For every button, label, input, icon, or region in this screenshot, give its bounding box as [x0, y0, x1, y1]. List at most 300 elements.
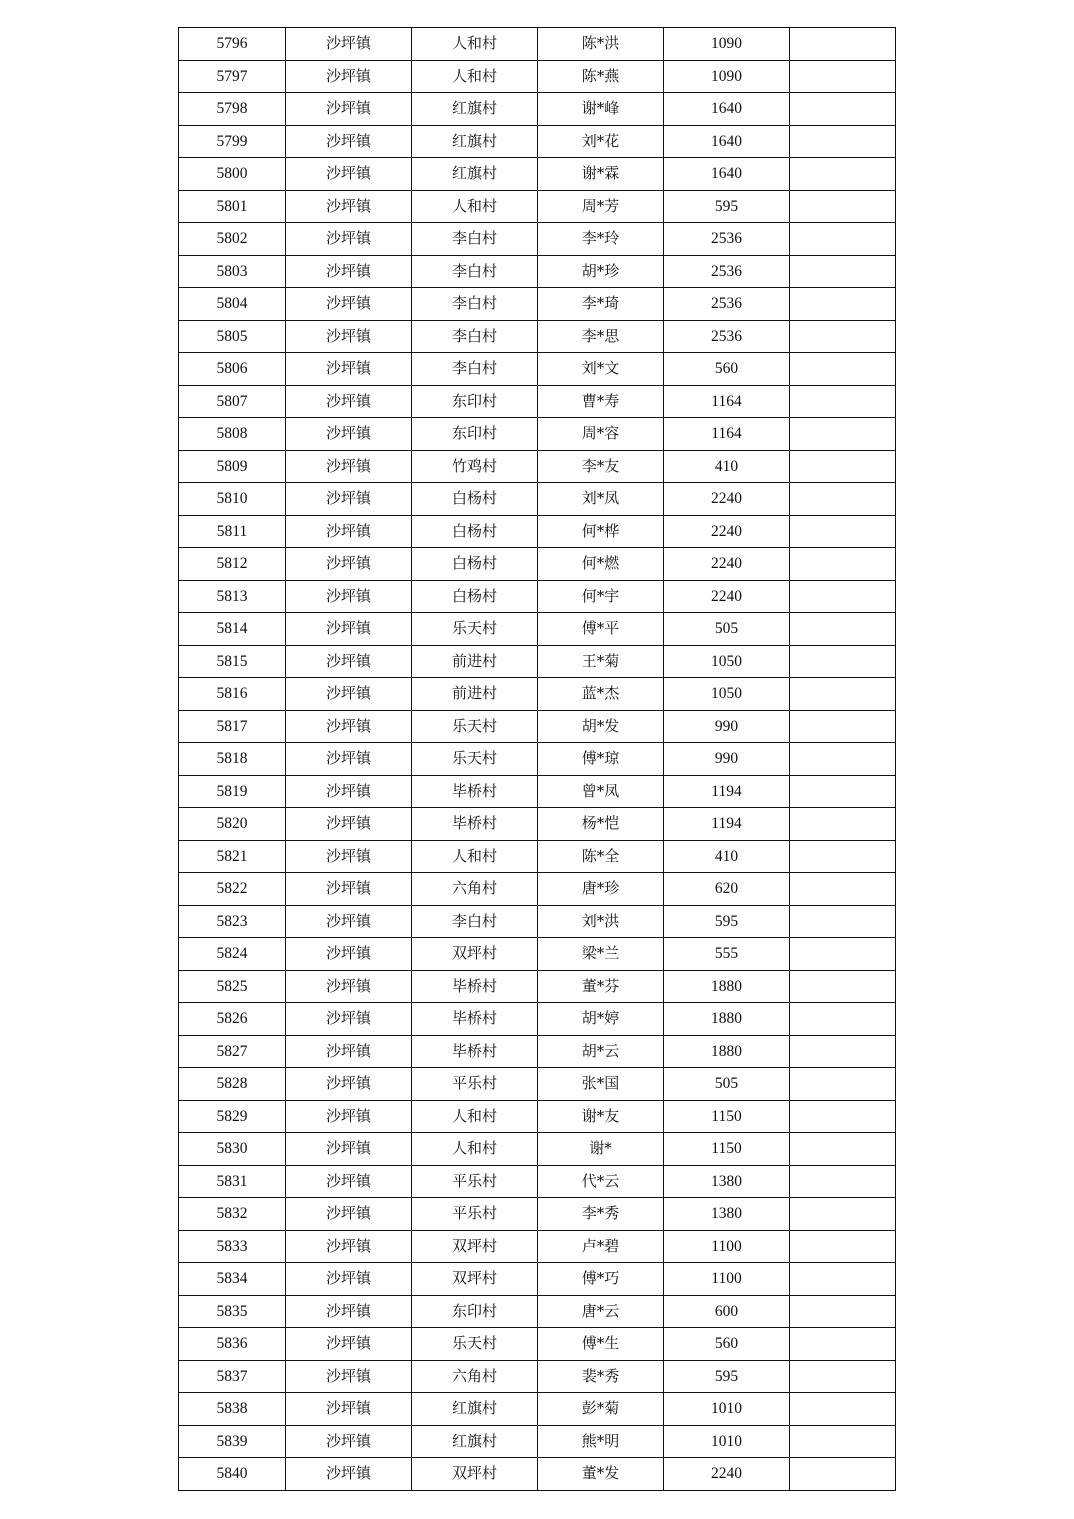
amount-cell: 2536	[664, 320, 790, 353]
amount-cell: 555	[664, 938, 790, 971]
amount-cell: 1880	[664, 1035, 790, 1068]
table-row	[179, 60, 896, 93]
town-cell: 沙坪镇	[286, 223, 412, 256]
town-cell: 沙坪镇	[286, 450, 412, 483]
town-cell: 沙坪镇	[286, 775, 412, 808]
serial-number-cell: 5831	[179, 1165, 286, 1198]
amount-cell: 1380	[664, 1165, 790, 1198]
person-name-cell: 熊*明	[538, 1425, 664, 1458]
serial-number-cell: 5812	[179, 548, 286, 581]
table-row	[179, 873, 896, 906]
note-cell	[790, 515, 896, 548]
amount-cell: 1100	[664, 1263, 790, 1296]
amount-cell: 600	[664, 1295, 790, 1328]
table-row	[179, 418, 896, 451]
note-cell	[790, 905, 896, 938]
note-cell	[790, 548, 896, 581]
note-cell	[790, 1035, 896, 1068]
note-cell	[790, 320, 896, 353]
table-row	[179, 125, 896, 158]
person-name-cell: 陈*洪	[538, 28, 664, 61]
amount-cell: 2240	[664, 515, 790, 548]
serial-number-cell: 5807	[179, 385, 286, 418]
town-cell: 沙坪镇	[286, 320, 412, 353]
person-name-cell: 胡*云	[538, 1035, 664, 1068]
village-cell: 人和村	[412, 1100, 538, 1133]
town-cell: 沙坪镇	[286, 1360, 412, 1393]
amount-cell: 1010	[664, 1393, 790, 1426]
town-cell: 沙坪镇	[286, 1458, 412, 1491]
town-cell: 沙坪镇	[286, 1133, 412, 1166]
village-cell: 红旗村	[412, 158, 538, 191]
note-cell	[790, 93, 896, 126]
note-cell	[790, 483, 896, 516]
village-cell: 李白村	[412, 288, 538, 321]
serial-number-cell: 5804	[179, 288, 286, 321]
town-cell: 沙坪镇	[286, 1165, 412, 1198]
person-name-cell: 胡*珍	[538, 255, 664, 288]
person-name-cell: 卢*碧	[538, 1230, 664, 1263]
amount-cell: 560	[664, 353, 790, 386]
village-cell: 毕桥村	[412, 775, 538, 808]
village-cell: 白杨村	[412, 580, 538, 613]
amount-cell: 1164	[664, 385, 790, 418]
town-cell: 沙坪镇	[286, 1198, 412, 1231]
town-cell: 沙坪镇	[286, 808, 412, 841]
serial-number-cell: 5813	[179, 580, 286, 613]
serial-number-cell: 5800	[179, 158, 286, 191]
note-cell	[790, 1068, 896, 1101]
village-cell: 李白村	[412, 255, 538, 288]
village-cell: 红旗村	[412, 93, 538, 126]
village-cell: 前进村	[412, 678, 538, 711]
table-body	[179, 28, 896, 1491]
town-cell: 沙坪镇	[286, 1393, 412, 1426]
serial-number-cell: 5796	[179, 28, 286, 61]
amount-cell: 1640	[664, 93, 790, 126]
village-cell: 平乐村	[412, 1068, 538, 1101]
town-cell: 沙坪镇	[286, 483, 412, 516]
table-row	[179, 1393, 896, 1426]
table-row	[179, 840, 896, 873]
note-cell	[790, 645, 896, 678]
person-name-cell: 谢*	[538, 1133, 664, 1166]
village-cell: 毕桥村	[412, 1003, 538, 1036]
note-cell	[790, 1133, 896, 1166]
note-cell	[790, 1198, 896, 1231]
town-cell: 沙坪镇	[286, 743, 412, 776]
town-cell: 沙坪镇	[286, 613, 412, 646]
person-name-cell: 蓝*杰	[538, 678, 664, 711]
village-cell: 双坪村	[412, 938, 538, 971]
person-name-cell: 何*宇	[538, 580, 664, 613]
amount-cell: 1880	[664, 1003, 790, 1036]
note-cell	[790, 1360, 896, 1393]
town-cell: 沙坪镇	[286, 158, 412, 191]
serial-number-cell: 5825	[179, 970, 286, 1003]
person-name-cell: 傅*生	[538, 1328, 664, 1361]
note-cell	[790, 1295, 896, 1328]
amount-cell: 1050	[664, 678, 790, 711]
person-name-cell: 傅*巧	[538, 1263, 664, 1296]
table-row	[179, 255, 896, 288]
town-cell: 沙坪镇	[286, 125, 412, 158]
serial-number-cell: 5830	[179, 1133, 286, 1166]
serial-number-cell: 5816	[179, 678, 286, 711]
person-name-cell: 陈*全	[538, 840, 664, 873]
person-name-cell: 胡*婷	[538, 1003, 664, 1036]
table-row	[179, 1263, 896, 1296]
serial-number-cell: 5811	[179, 515, 286, 548]
table-row	[179, 1360, 896, 1393]
village-cell: 六角村	[412, 873, 538, 906]
serial-number-cell: 5814	[179, 613, 286, 646]
village-cell: 双坪村	[412, 1230, 538, 1263]
table-row	[179, 1230, 896, 1263]
note-cell	[790, 158, 896, 191]
table-row	[179, 353, 896, 386]
note-cell	[790, 1165, 896, 1198]
note-cell	[790, 678, 896, 711]
note-cell	[790, 1425, 896, 1458]
amount-cell: 1090	[664, 28, 790, 61]
village-cell: 人和村	[412, 28, 538, 61]
person-name-cell: 李*思	[538, 320, 664, 353]
amount-cell: 1194	[664, 775, 790, 808]
person-name-cell: 梁*兰	[538, 938, 664, 971]
table-row	[179, 905, 896, 938]
note-cell	[790, 743, 896, 776]
amount-cell: 505	[664, 613, 790, 646]
amount-cell: 1380	[664, 1198, 790, 1231]
note-cell	[790, 60, 896, 93]
village-cell: 平乐村	[412, 1165, 538, 1198]
town-cell: 沙坪镇	[286, 840, 412, 873]
town-cell: 沙坪镇	[286, 385, 412, 418]
note-cell	[790, 288, 896, 321]
village-cell: 毕桥村	[412, 1035, 538, 1068]
table-row	[179, 288, 896, 321]
note-cell	[790, 710, 896, 743]
person-name-cell: 唐*珍	[538, 873, 664, 906]
table-row	[179, 1425, 896, 1458]
amount-cell: 1164	[664, 418, 790, 451]
village-cell: 李白村	[412, 905, 538, 938]
table-row	[179, 613, 896, 646]
town-cell: 沙坪镇	[286, 288, 412, 321]
town-cell: 沙坪镇	[286, 710, 412, 743]
table-row	[179, 1328, 896, 1361]
village-cell: 人和村	[412, 190, 538, 223]
village-cell: 红旗村	[412, 1393, 538, 1426]
amount-cell: 2240	[664, 1458, 790, 1491]
amount-cell: 1090	[664, 60, 790, 93]
table-row	[179, 1035, 896, 1068]
serial-number-cell: 5823	[179, 905, 286, 938]
serial-number-cell: 5827	[179, 1035, 286, 1068]
town-cell: 沙坪镇	[286, 1263, 412, 1296]
table-row	[179, 28, 896, 61]
note-cell	[790, 450, 896, 483]
amount-cell: 2240	[664, 483, 790, 516]
amount-cell: 1100	[664, 1230, 790, 1263]
serial-number-cell: 5820	[179, 808, 286, 841]
person-name-cell: 刘*凤	[538, 483, 664, 516]
village-cell: 白杨村	[412, 515, 538, 548]
village-cell: 红旗村	[412, 125, 538, 158]
note-cell	[790, 255, 896, 288]
note-cell	[790, 223, 896, 256]
table-row	[179, 970, 896, 1003]
person-name-cell: 李*玲	[538, 223, 664, 256]
table-row	[179, 548, 896, 581]
town-cell: 沙坪镇	[286, 1295, 412, 1328]
serial-number-cell: 5808	[179, 418, 286, 451]
table-row	[179, 1003, 896, 1036]
serial-number-cell: 5817	[179, 710, 286, 743]
table-row	[179, 938, 896, 971]
amount-cell: 2240	[664, 548, 790, 581]
town-cell: 沙坪镇	[286, 190, 412, 223]
person-name-cell: 陈*燕	[538, 60, 664, 93]
serial-number-cell: 5826	[179, 1003, 286, 1036]
person-name-cell: 董*芬	[538, 970, 664, 1003]
note-cell	[790, 1458, 896, 1491]
town-cell: 沙坪镇	[286, 28, 412, 61]
amount-cell: 990	[664, 743, 790, 776]
serial-number-cell: 5824	[179, 938, 286, 971]
serial-number-cell: 5802	[179, 223, 286, 256]
person-name-cell: 张*国	[538, 1068, 664, 1101]
table-row	[179, 1068, 896, 1101]
table-row	[179, 483, 896, 516]
village-cell: 乐天村	[412, 710, 538, 743]
note-cell	[790, 970, 896, 1003]
serial-number-cell: 5815	[179, 645, 286, 678]
person-name-cell: 李*琦	[538, 288, 664, 321]
note-cell	[790, 28, 896, 61]
person-name-cell: 唐*云	[538, 1295, 664, 1328]
table-row	[179, 1165, 896, 1198]
amount-cell: 410	[664, 450, 790, 483]
serial-number-cell: 5822	[179, 873, 286, 906]
person-name-cell: 何*燃	[538, 548, 664, 581]
person-name-cell: 周*芳	[538, 190, 664, 223]
note-cell	[790, 775, 896, 808]
town-cell: 沙坪镇	[286, 93, 412, 126]
table-row	[179, 190, 896, 223]
village-cell: 竹鸡村	[412, 450, 538, 483]
village-cell: 东印村	[412, 418, 538, 451]
person-name-cell: 刘*花	[538, 125, 664, 158]
village-cell: 红旗村	[412, 1425, 538, 1458]
serial-number-cell: 5821	[179, 840, 286, 873]
table-row	[179, 1458, 896, 1491]
note-cell	[790, 808, 896, 841]
village-cell: 李白村	[412, 353, 538, 386]
town-cell: 沙坪镇	[286, 548, 412, 581]
amount-cell: 2240	[664, 580, 790, 613]
note-cell	[790, 353, 896, 386]
table-row	[179, 743, 896, 776]
note-cell	[790, 1003, 896, 1036]
amount-cell: 1150	[664, 1133, 790, 1166]
town-cell: 沙坪镇	[286, 1328, 412, 1361]
serial-number-cell: 5828	[179, 1068, 286, 1101]
note-cell	[790, 418, 896, 451]
town-cell: 沙坪镇	[286, 678, 412, 711]
village-cell: 东印村	[412, 385, 538, 418]
serial-number-cell: 5809	[179, 450, 286, 483]
town-cell: 沙坪镇	[286, 1230, 412, 1263]
person-name-cell: 周*容	[538, 418, 664, 451]
person-name-cell: 刘*文	[538, 353, 664, 386]
amount-cell: 1050	[664, 645, 790, 678]
town-cell: 沙坪镇	[286, 60, 412, 93]
village-cell: 人和村	[412, 840, 538, 873]
note-cell	[790, 873, 896, 906]
note-cell	[790, 613, 896, 646]
village-cell: 毕桥村	[412, 808, 538, 841]
amount-cell: 2536	[664, 255, 790, 288]
data-table	[178, 27, 896, 1491]
village-cell: 双坪村	[412, 1263, 538, 1296]
note-cell	[790, 125, 896, 158]
amount-cell: 1640	[664, 158, 790, 191]
serial-number-cell: 5834	[179, 1263, 286, 1296]
village-cell: 白杨村	[412, 548, 538, 581]
table-row	[179, 515, 896, 548]
amount-cell: 620	[664, 873, 790, 906]
table-row	[179, 223, 896, 256]
person-name-cell: 董*发	[538, 1458, 664, 1491]
note-cell	[790, 385, 896, 418]
village-cell: 乐天村	[412, 613, 538, 646]
serial-number-cell: 5818	[179, 743, 286, 776]
table-row	[179, 710, 896, 743]
person-name-cell: 何*桦	[538, 515, 664, 548]
village-cell: 人和村	[412, 60, 538, 93]
table-row	[179, 580, 896, 613]
town-cell: 沙坪镇	[286, 1100, 412, 1133]
table-row	[179, 775, 896, 808]
amount-cell: 410	[664, 840, 790, 873]
serial-number-cell: 5839	[179, 1425, 286, 1458]
serial-number-cell: 5835	[179, 1295, 286, 1328]
town-cell: 沙坪镇	[286, 645, 412, 678]
amount-cell: 2536	[664, 223, 790, 256]
town-cell: 沙坪镇	[286, 970, 412, 1003]
village-cell: 毕桥村	[412, 970, 538, 1003]
serial-number-cell: 5819	[179, 775, 286, 808]
serial-number-cell: 5837	[179, 1360, 286, 1393]
note-cell	[790, 1230, 896, 1263]
village-cell: 东印村	[412, 1295, 538, 1328]
person-name-cell: 曹*寿	[538, 385, 664, 418]
serial-number-cell: 5803	[179, 255, 286, 288]
village-cell: 人和村	[412, 1133, 538, 1166]
note-cell	[790, 580, 896, 613]
village-cell: 双坪村	[412, 1458, 538, 1491]
person-name-cell: 杨*恺	[538, 808, 664, 841]
amount-cell: 595	[664, 1360, 790, 1393]
village-cell: 李白村	[412, 320, 538, 353]
table-row	[179, 1133, 896, 1166]
serial-number-cell: 5832	[179, 1198, 286, 1231]
person-name-cell: 傅*平	[538, 613, 664, 646]
person-name-cell: 王*菊	[538, 645, 664, 678]
serial-number-cell: 5838	[179, 1393, 286, 1426]
table-row	[179, 450, 896, 483]
person-name-cell: 刘*洪	[538, 905, 664, 938]
note-cell	[790, 190, 896, 223]
town-cell: 沙坪镇	[286, 938, 412, 971]
table-row	[179, 320, 896, 353]
town-cell: 沙坪镇	[286, 255, 412, 288]
table-row	[179, 158, 896, 191]
village-cell: 李白村	[412, 223, 538, 256]
note-cell	[790, 1263, 896, 1296]
amount-cell: 560	[664, 1328, 790, 1361]
person-name-cell: 谢*霖	[538, 158, 664, 191]
village-cell: 白杨村	[412, 483, 538, 516]
table-row	[179, 1295, 896, 1328]
table-row	[179, 93, 896, 126]
serial-number-cell: 5798	[179, 93, 286, 126]
amount-cell: 1010	[664, 1425, 790, 1458]
note-cell	[790, 1100, 896, 1133]
table-row	[179, 1198, 896, 1231]
note-cell	[790, 840, 896, 873]
village-cell: 乐天村	[412, 1328, 538, 1361]
table-row	[179, 808, 896, 841]
town-cell: 沙坪镇	[286, 515, 412, 548]
amount-cell: 1194	[664, 808, 790, 841]
note-cell	[790, 1393, 896, 1426]
serial-number-cell: 5797	[179, 60, 286, 93]
town-cell: 沙坪镇	[286, 580, 412, 613]
table-row	[179, 645, 896, 678]
amount-cell: 1880	[664, 970, 790, 1003]
person-name-cell: 谢*友	[538, 1100, 664, 1133]
village-cell: 前进村	[412, 645, 538, 678]
person-name-cell: 曾*凤	[538, 775, 664, 808]
serial-number-cell: 5810	[179, 483, 286, 516]
serial-number-cell: 5833	[179, 1230, 286, 1263]
town-cell: 沙坪镇	[286, 1068, 412, 1101]
serial-number-cell: 5805	[179, 320, 286, 353]
town-cell: 沙坪镇	[286, 1425, 412, 1458]
serial-number-cell: 5840	[179, 1458, 286, 1491]
serial-number-cell: 5799	[179, 125, 286, 158]
person-name-cell: 谢*峰	[538, 93, 664, 126]
amount-cell: 2536	[664, 288, 790, 321]
town-cell: 沙坪镇	[286, 353, 412, 386]
serial-number-cell: 5836	[179, 1328, 286, 1361]
town-cell: 沙坪镇	[286, 418, 412, 451]
town-cell: 沙坪镇	[286, 905, 412, 938]
amount-cell: 1640	[664, 125, 790, 158]
town-cell: 沙坪镇	[286, 873, 412, 906]
person-name-cell: 胡*发	[538, 710, 664, 743]
note-cell	[790, 1328, 896, 1361]
village-cell: 乐天村	[412, 743, 538, 776]
amount-cell: 1150	[664, 1100, 790, 1133]
note-cell	[790, 938, 896, 971]
person-name-cell: 彭*菊	[538, 1393, 664, 1426]
amount-cell: 595	[664, 905, 790, 938]
person-name-cell: 代*云	[538, 1165, 664, 1198]
